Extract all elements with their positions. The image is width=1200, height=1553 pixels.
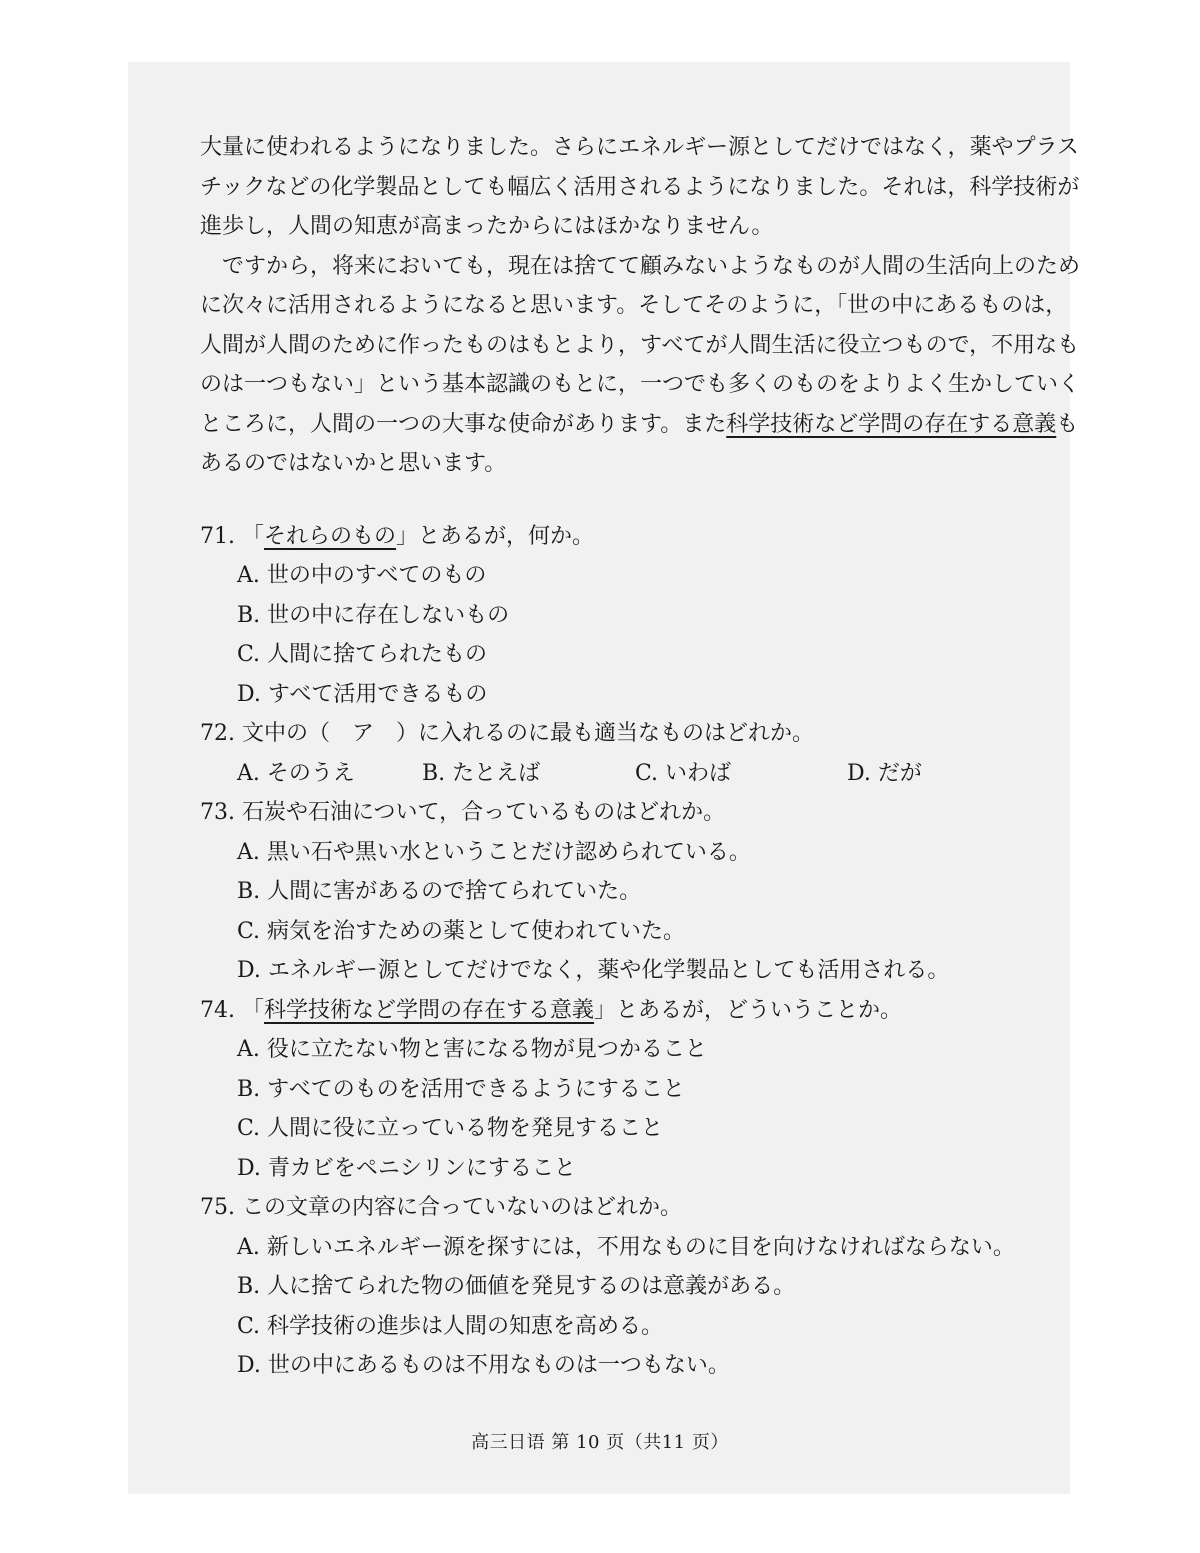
passage-line: 大量に使われるようになりました。さらにエネルギー源としてだけではなく，薬やプラス [200,135,1079,160]
passage-line: チックなどの化学製品としても幅広く活用されるようになりました。それは，科学技術が [200,174,1080,200]
quote-open: 「 [242,523,265,549]
question-stem: 73. 石炭や石油について，合っているものはどれか。 [200,800,726,825]
passage-line: ですから，将来においても，現在は捨てて顧みないようなものが人間の生活向上のため [222,253,1081,279]
option-c: C. 病気を治すための薬として使われていた。 [237,918,686,944]
question-stem [200,991,1040,1031]
passage-line: 進歩し，人間の知恵が高まったからにはほかなりません。 [200,214,774,239]
option-c: C. いわば [635,760,732,786]
question-72 [200,714,1040,793]
reading-passage [200,128,1081,484]
underlined-phrase: 科学技術など学問の存在する意義 [726,411,1057,437]
page-content [200,128,1081,1386]
passage-line: のは一つもない」という基本認識のもとに，一つでも多くのものをよりよく生かしていく [200,372,1081,397]
passage-text: ところに，人間の一つの大事な使命があります。また [200,411,727,437]
quote-open: 「 [242,997,265,1023]
option-b: B. すべてのものを活用できるようにすること [237,1076,685,1102]
passage-line: に次々に活用されるようになると思います。そしてそのように，「世の中にあるものは， [200,293,1068,318]
passage-text: も [1056,411,1079,437]
question-text: 」とあるが，何か。 [396,523,595,549]
option-c: C. 科学技術の進歩は人間の知恵を高める。 [237,1313,664,1339]
passage-line: 人間が人間のために作ったものはもとより，すべてが人間生活に役立つもので，不用なも [200,332,1080,358]
question-number: 71. [200,523,235,549]
question-75 [200,1188,1040,1386]
passage-line: あるのではないかと思います。 [200,451,507,476]
question-stem [200,517,1040,557]
option-row [200,754,1040,794]
option-b: B. 人間に害があるので捨てられていた。 [237,879,642,904]
option-a: A. 新しいエネルギー源を探すには，不用なものに目を向けなければならない。 [237,1234,1015,1260]
underlined-phrase: それらのもの [264,523,397,549]
option-d: D. エネルギー源としてだけでなく，薬や化学製品としても活用される。 [237,958,950,983]
option-d: D. だが [847,760,922,786]
question-73 [200,793,1040,991]
passage-line [200,405,1079,445]
question-list [200,517,1040,1386]
option-b: B. 人に捨てられた物の価値を発見するのは意義がある。 [237,1274,796,1299]
question-stem: 72. 文中の（ ア ）に入れるのに最も適当なものはどれか。 [200,721,814,746]
underlined-phrase: 科学技術など学問の存在する意義 [264,997,595,1023]
option-a: A. 世の中のすべてのもの [237,563,487,588]
option-a: A. 役に立たない物と害になる物が見つかること [237,1037,707,1062]
question-number: 74. [200,997,235,1023]
option-d: D. 青カビをペニシリンにすること [237,1155,576,1181]
question-74 [200,991,1040,1189]
option-a: A. そのうえ [237,760,355,786]
option-b: B. たとえば [422,760,541,786]
question-71 [200,517,1040,715]
question-text: 」とあるが，どういうことか。 [594,997,903,1023]
option-b: B. 世の中に存在しないもの [237,602,510,628]
page-footer: 高三日语 第 10 页（共11 页） [471,1432,729,1453]
option-d: D. すべて活用できるもの [237,681,488,707]
option-a: A. 黒い石や黒い水ということだけ認められている。 [237,839,751,865]
option-d: D. 世の中にあるものは不用なものは一つもない。 [237,1353,730,1378]
option-c: C. 人間に捨てられたもの [237,642,488,667]
question-stem: 75. この文章の内容に合っていないのはどれか。 [200,1195,682,1220]
option-c: C. 人間に役に立っている物を発見すること [237,1116,664,1141]
